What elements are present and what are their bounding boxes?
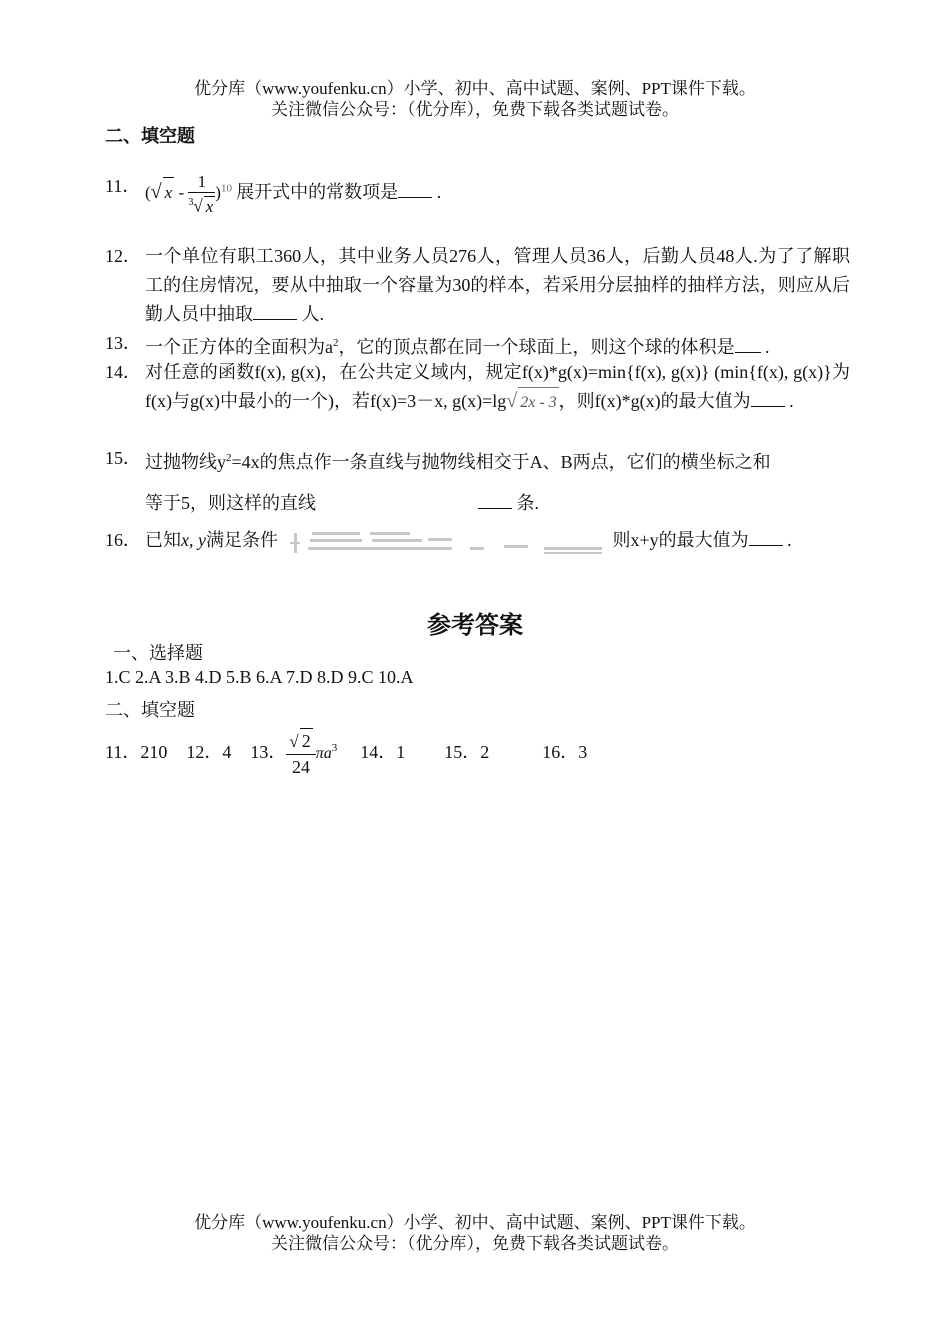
answer-blank — [749, 530, 783, 546]
answer-12: 12．4 — [186, 742, 232, 762]
fraction-denominator: $^3$√ x — [188, 196, 214, 216]
answer-14: 14．1 — [360, 742, 406, 762]
answer-13-numerator: √ 2 — [286, 728, 315, 755]
question-end: 条. — [512, 493, 539, 513]
question-text: 过抛物线y — [145, 452, 226, 472]
question-number: 12． — [105, 246, 141, 266]
answer-13-fraction — [286, 728, 315, 779]
choice-section-header: 一、选择题 — [113, 643, 203, 663]
question-number: 16． — [105, 530, 141, 550]
minus-sign: - — [174, 183, 189, 203]
binomial-expression: (√ x - $\frac{1}{^3√ x}$ )$^{10}$ — [145, 172, 232, 216]
question-14: 14． 对任意的函数f(x), g(x)，在公共定义域内，规定f(x)*g(x)=min{f(x), g(x)} (min{f(x), g(x)}为f(x)与g(x)中最小的一个)，若f(x)=3－x, g(x)=lg√ 2x - 3 ，则f(x)*g(x)的最大值为 . — [105, 358, 850, 417]
paren-open: ( — [145, 183, 151, 203]
log-radicand: 2x - 3 — [518, 387, 558, 417]
question-11 — [105, 172, 850, 217]
question-text: 展开式中的常数项是 — [236, 182, 399, 203]
question-12 — [105, 242, 850, 329]
question-text: 一个单位有职工360人，其中业务人员276人，管理人员36人，后勤人员48人.为了了解职工的住房情况，要从中抽取一个容量为30的样本，若采用分层抽样的抽样方法，则应从后勤人员中抽取 — [145, 246, 850, 324]
question-end: . — [760, 337, 770, 357]
header-line-1: 优分库（www.youfenku.cn）小学、初中、高中试题、案例、PPT课件下载。 — [194, 79, 756, 98]
superscript: 2 — [333, 337, 339, 349]
variables: x, y — [181, 530, 206, 550]
answer-blank — [253, 304, 297, 320]
question-text-cont: 满足条件 — [205, 530, 278, 550]
superscript: 2 — [226, 452, 232, 464]
answer-11: 11．210 — [105, 742, 168, 762]
question-number: 13． — [105, 333, 141, 353]
fraction — [188, 172, 215, 217]
question-end: . — [784, 391, 794, 411]
paren-close: ) — [215, 183, 221, 203]
fill-section-header: 二、填空题 — [105, 700, 195, 720]
answer-15: 15．2 — [444, 742, 490, 762]
answer-blank — [735, 337, 761, 353]
footer-line-2: 关注微信公众号：（优分库），免费下载各类试题试卷。 — [271, 1234, 679, 1253]
answer-blank — [478, 493, 512, 509]
question-text: 一个正方体的全面积为a — [145, 337, 333, 357]
answer-13-tail: πa — [315, 745, 332, 762]
answer-key-title: 参考答案 — [427, 613, 523, 639]
constraint-system-image — [282, 529, 612, 555]
answer-16: 16．3 — [542, 742, 588, 762]
question-text-cont: ，它的顶点都在同一个球面上，则这个球的体积是 — [338, 337, 735, 357]
question-end: 人. — [297, 304, 324, 324]
question-text-cont: ，则f(x)*g(x)的最大值为 — [558, 391, 751, 411]
question-text-cont: 等于5，则这样的直线 — [145, 493, 316, 513]
exponent: 10 — [220, 182, 232, 195]
answer-13-label: 13． — [250, 742, 287, 762]
header-line-2: 关注微信公众号：（优分库），免费下载各类试题试卷。 — [271, 100, 679, 119]
footer-line-1: 优分库（www.youfenku.cn）小学、初中、高中试题、案例、PPT课件下载。 — [194, 1213, 756, 1232]
question-end: . — [782, 530, 792, 550]
page-header-bottom — [0, 1212, 950, 1254]
answer-13-exponent: 3 — [331, 742, 338, 754]
page-header-top — [0, 78, 950, 120]
question-15 — [105, 444, 850, 477]
answer-13-radicand: 2 — [300, 728, 313, 753]
answer-13-denominator: 24 — [292, 757, 311, 778]
choice-answers: 1.C 2.A 3.B 4.D 5.B 6.A 7.D 8.D 9.C 10.A — [105, 667, 414, 687]
fill-answers — [105, 724, 587, 779]
question-number: 14． — [105, 362, 141, 382]
question-16 — [105, 526, 850, 555]
question-text-cont: 则x+y的最大值为 — [612, 530, 749, 550]
root-index: 3 — [188, 197, 194, 208]
question-end: . — [432, 182, 442, 203]
section-title-fill: 二、填空题 — [105, 126, 195, 146]
question-number: 15． — [105, 448, 141, 468]
radicand-x: x — [163, 177, 175, 207]
question-number: 11． — [105, 176, 141, 196]
question-text: 已知 — [145, 530, 181, 550]
question-text: 对任意的函数f(x), g(x)，在公共定义域内，规定f(x)*g(x)=min{f(x), g(x)} (min{f(x), g(x)}为f(x)与g(x)中最小的一个)，若f(x)=3－x, g(x)=lg — [145, 362, 850, 411]
answer-blank — [398, 182, 432, 198]
question-text-cont: =4x的焦点作一条直线与抛物线相交于A、B两点，它们的横坐标之和 — [231, 452, 771, 472]
answer-blank — [751, 391, 785, 407]
question-15-line2 — [145, 489, 539, 518]
cube-radicand: x — [205, 196, 214, 216]
fraction-numerator: 1 — [188, 172, 215, 193]
